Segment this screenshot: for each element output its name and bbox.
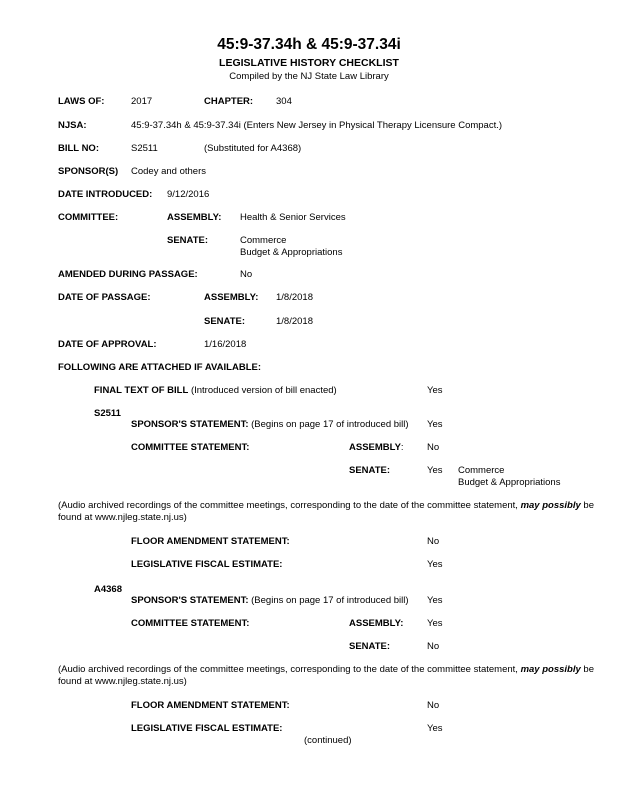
committee-label: COMMITTEE: — [58, 212, 119, 223]
s2511-assembly-colon: : — [400, 442, 404, 453]
s2511-sponsor-statement-label: SPONSOR'S STATEMENT: — [131, 419, 249, 430]
s2511-senate-committee-1: Commerce — [458, 465, 505, 476]
final-text-row — [94, 385, 337, 397]
a4368-committee-statement-label: COMMITTEE STATEMENT: — [131, 618, 250, 629]
passage-senate-value: 1/8/2018 — [276, 316, 313, 327]
final-text-label: FINAL TEXT OF BILL — [94, 385, 189, 396]
a4368-heading: A4368 — [94, 584, 122, 595]
sponsors-value: Codey and others — [131, 166, 206, 177]
chapter-label: CHAPTER: — [204, 96, 254, 107]
s2511-senate-committee-2: Budget & Appropriations — [458, 477, 561, 488]
a4368-floor-amendment-value: No — [427, 700, 440, 711]
a4368-sponsor-statement-label: SPONSOR'S STATEMENT: — [131, 595, 249, 606]
a4368-audio-note-emphasis: may possibly — [520, 664, 581, 675]
date-introduced-value: 9/12/2016 — [167, 189, 210, 200]
a4368-sponsor-statement-value: Yes — [427, 595, 443, 606]
final-text-note: (Introduced version of bill enacted) — [190, 385, 337, 396]
s2511-fiscal-estimate-value: Yes — [427, 559, 443, 570]
s2511-floor-amendment-value: No — [427, 536, 440, 547]
s2511-floor-amendment-label: FLOOR AMENDMENT STATEMENT: — [131, 536, 290, 547]
committee-assembly-label: ASSEMBLY: — [167, 212, 222, 223]
s2511-audio-note-emphasis: may possibly — [520, 500, 581, 511]
s2511-audio-note-part2: be found at www.njleg.state.nj.us) — [58, 500, 594, 523]
a4368-fiscal-estimate-label: LEGISLATIVE FISCAL ESTIMATE: — [131, 723, 283, 734]
amended-label: AMENDED DURING PASSAGE: — [58, 269, 198, 280]
s2511-sponsor-statement-note: (Begins on page 17 of introduced bill) — [251, 419, 409, 430]
a4368-senate-value: No — [427, 641, 440, 652]
laws-of-label: LAWS OF: — [58, 96, 105, 107]
continued-note: (continued) — [304, 735, 352, 746]
committee-senate-label: SENATE: — [167, 235, 208, 246]
committee-senate-value-2: Budget & Appropriations — [240, 247, 343, 258]
s2511-committee-statement-label: COMMITTEE STATEMENT: — [131, 442, 250, 453]
a4368-sponsor-statement-note: (Begins on page 17 of introduced bill) — [251, 595, 409, 606]
sponsors-label: SPONSOR(S) — [58, 166, 119, 177]
attached-heading: FOLLOWING ARE ATTACHED IF AVAILABLE: — [58, 362, 261, 373]
date-introduced-label: DATE INTRODUCED: — [58, 189, 153, 200]
s2511-audio-note-part1: (Audio archived recordings of the committee meetings, corresponding to the date of the committee statement, — [58, 500, 521, 511]
a4368-senate-label: SENATE: — [349, 641, 390, 652]
chapter-value: 304 — [276, 96, 292, 107]
a4368-assembly-value: Yes — [427, 618, 443, 629]
passage-assembly-label: ASSEMBLY: — [204, 292, 259, 303]
s2511-sponsor-statement-value: Yes — [427, 419, 443, 430]
committee-senate-value-1: Commerce — [240, 235, 287, 246]
bill-no-note: (Substituted for A4368) — [204, 143, 302, 154]
a4368-audio-note-part1: (Audio archived recordings of the committee meetings, corresponding to the date of the committee statement, — [58, 664, 521, 675]
s2511-assembly-row — [349, 442, 404, 454]
bill-no-value: S2511 — [131, 143, 158, 154]
a4368-sponsor-statement-row — [131, 595, 409, 607]
amended-value: No — [240, 269, 253, 280]
s2511-assembly-label: ASSEMBLY — [349, 442, 401, 453]
approval-label: DATE OF APPROVAL: — [58, 339, 157, 350]
a4368-floor-amendment-label: FLOOR AMENDMENT STATEMENT: — [131, 700, 290, 711]
njsa-label: NJSA: — [58, 120, 87, 131]
s2511-senate-label: SENATE: — [349, 465, 390, 476]
compiled-by: Compiled by the NJ State Law Library — [229, 71, 389, 82]
document-title: 45:9-37.34h & 45:9-37.34i — [217, 36, 401, 53]
s2511-fiscal-estimate-label: LEGISLATIVE FISCAL ESTIMATE: — [131, 559, 283, 570]
s2511-audio-note — [58, 500, 614, 524]
a4368-audio-note — [58, 664, 614, 688]
passage-senate-label: SENATE: — [204, 316, 245, 327]
s2511-senate-value: Yes — [427, 465, 443, 476]
a4368-fiscal-estimate-value: Yes — [427, 723, 443, 734]
s2511-assembly-value: No — [427, 442, 440, 453]
a4368-assembly-label: ASSEMBLY: — [349, 618, 404, 629]
document-subtitle: LEGISLATIVE HISTORY CHECKLIST — [219, 57, 399, 69]
passage-label: DATE OF PASSAGE: — [58, 292, 151, 303]
committee-assembly-value: Health & Senior Services — [240, 212, 346, 223]
laws-of-value: 2017 — [131, 96, 153, 107]
s2511-heading: S2511 — [94, 408, 121, 419]
s2511-sponsor-statement-row — [131, 419, 409, 431]
bill-no-label: BILL NO: — [58, 143, 99, 154]
final-text-value: Yes — [427, 385, 443, 396]
approval-value: 1/16/2018 — [204, 339, 247, 350]
njsa-value: 45:9-37.34h & 45:9-37.34i (Enters New Jersey in Physical Therapy Licensure Compact.) — [131, 120, 503, 131]
a4368-audio-note-part2: be found at www.njleg.state.nj.us) — [58, 664, 594, 687]
passage-assembly-value: 1/8/2018 — [276, 292, 313, 303]
